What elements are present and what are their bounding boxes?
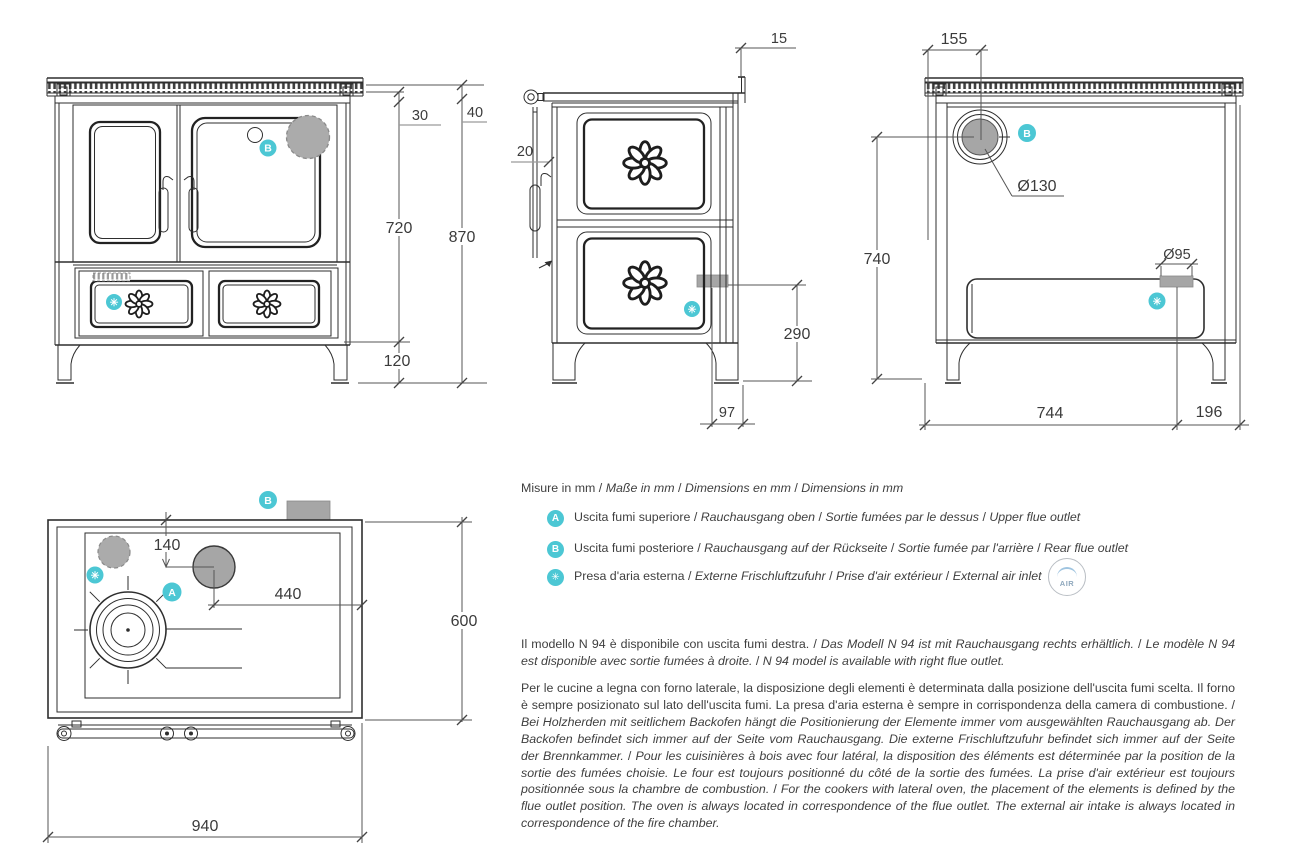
towel-rail-knob: [524, 90, 538, 104]
legend-b-en: Rear flue outlet: [1044, 541, 1129, 555]
side-front-leg: [553, 343, 585, 380]
model-note-de: Das Modell N 94 ist mit Rauchausgang rechts erhältlich.: [820, 637, 1134, 651]
side-rosette: [624, 262, 667, 305]
separator: /: [1227, 697, 1236, 712]
units-en: Dimensions in mm: [801, 481, 904, 495]
side-rear-leg: [706, 343, 738, 380]
placement-note-en: For the cookers with lateral oven, the placement of the elements is defined by the flue outlet position. The oven is always located in correspondence of the flue outlet. The external air intake is always located in correspondence of the fire chamber.: [521, 782, 1236, 831]
drawer-rosette: [254, 291, 281, 318]
separator: /: [815, 510, 826, 524]
legend-row-upper-flue: [547, 510, 1080, 527]
badge-air-label: ✳: [687, 304, 697, 316]
badge-b: B: [547, 541, 564, 558]
dim-rear-744: 744: [1036, 405, 1064, 422]
badge-air-label: ✳: [90, 570, 100, 582]
dim-front-40: 40: [466, 105, 484, 121]
dim-rear-95: Ø95: [1163, 247, 1191, 263]
rear-flue-ghost-circle: [287, 116, 330, 159]
separator: /: [1033, 541, 1045, 555]
dim-front-120: 120: [383, 353, 411, 370]
model-note-fr: Le modèle N 94 est disponible avec sortie fumées à droite.: [521, 637, 1236, 668]
dim-top-940: 940: [191, 818, 219, 835]
badge-a-label: A: [168, 587, 176, 599]
air-vent-strip: [93, 273, 130, 281]
units-note: [521, 481, 1235, 495]
separator: /: [979, 510, 990, 524]
legend-row-text: [574, 541, 1128, 555]
dim-front-30: 30: [411, 108, 429, 124]
legend-a-en: Upper flue outlet: [989, 510, 1081, 524]
legend-air-it: Presa d'aria esterna: [574, 569, 685, 583]
separator: /: [752, 653, 763, 668]
external-air-logo-icon: [1048, 558, 1086, 596]
dim-front-870: 870: [448, 229, 476, 246]
separator: /: [690, 510, 701, 524]
dim-top-600: 600: [450, 613, 478, 630]
air-inlet-connector: [697, 275, 728, 287]
separator: /: [809, 637, 821, 651]
front-left-leg: [58, 345, 80, 380]
dim-side-20: 20: [516, 144, 534, 160]
placement-note-de: Bei Holzherden mit seitlichem Backofen hängt die Positionierung der Elemente immer vom ausgewählten Rauchausgang ab. Der Backofen befindet sich immer auf der Seite vom Rauchausgang. Die externe Frischluftzufuhr befindet sich immer auf der Seite der Brennkammer.: [521, 714, 1235, 763]
side-view: [511, 31, 815, 429]
legend-air-en: External air inlet: [952, 569, 1042, 583]
legend-row-air-inlet: [547, 569, 1042, 586]
air-logo-squiggle: [1057, 567, 1077, 579]
dim-side-97: 97: [718, 405, 736, 421]
legend-row-text: [574, 510, 1080, 524]
legend-b-it: Uscita fumi posteriore: [574, 541, 694, 555]
badge-a: A: [547, 510, 564, 527]
model-availability-note: [521, 636, 1235, 670]
drawer-rosette: [126, 291, 153, 318]
badge-b-label: B: [264, 142, 272, 155]
air-inlet-ghost-circle: [98, 536, 130, 568]
towel-rail-top-view: [57, 721, 355, 741]
badge-b-label: B: [264, 495, 272, 507]
rear-lower-panel: [967, 279, 1204, 338]
legend-a-de: Rauchausgang oben: [700, 510, 816, 524]
legend-row-rear-flue: [547, 541, 1128, 558]
front-view: [47, 78, 487, 388]
separator: /: [623, 748, 636, 763]
legend-b-de: Rauchausgang auf der Rückseite: [704, 541, 888, 555]
dim-rear-740: 740: [863, 251, 891, 268]
dim-top-440: 440: [274, 586, 302, 603]
badge-b-label: B: [1023, 128, 1031, 140]
dim-rear-155: 155: [940, 31, 968, 48]
hotplate-rings: [74, 576, 242, 684]
badge-air-label: ✳: [1152, 296, 1162, 308]
separator: /: [887, 541, 898, 555]
dim-side-15: 15: [770, 31, 788, 47]
legend-a-fr: Sortie fumées par le dessus: [825, 510, 979, 524]
units-de: Maße in mm: [605, 481, 675, 495]
legend-a-it: Uscita fumi superiore: [574, 510, 691, 524]
model-note-it: Il modello N 94 è disponibile con uscita fumi destra.: [521, 637, 810, 651]
model-note-en: N 94 model is available with right flue outlet.: [762, 653, 1005, 668]
rear-view: [859, 31, 1249, 430]
separator: /: [825, 569, 836, 583]
legend-air-fr: Prise d'air extérieur: [836, 569, 943, 583]
units-it: Misure in mm: [521, 481, 596, 495]
legend-b-fr: Sortie fumée par l'arrière: [897, 541, 1034, 555]
side-rosette: [624, 142, 667, 185]
separator: /: [942, 569, 953, 583]
separator: /: [790, 481, 802, 495]
dim-rear-130: Ø130: [1017, 178, 1057, 195]
badge-air: ✳: [547, 569, 564, 586]
dim-top-140: 140: [153, 537, 181, 554]
separator: /: [684, 569, 695, 583]
placement-note: [521, 680, 1235, 832]
top-view: [43, 491, 481, 843]
oven-thermometer: [248, 128, 263, 143]
separator: /: [1133, 637, 1146, 651]
placement-note-it: Per le cucine a legna con forno laterale, la disposizione degli elementi è determinata dalla posizione dell'uscita fumi scelta. Il forno è sempre posizionato sul lato dell'uscita fumi. La presa d'aria esterna è sempre in corrispondenza della camera di combustione.: [521, 681, 1235, 712]
fire-door-window: [90, 122, 160, 243]
rear-right-leg: [1202, 343, 1225, 380]
dim-front-720: 720: [385, 220, 413, 237]
cooktop-rail-slats: [925, 83, 1243, 93]
front-right-leg: [325, 345, 347, 380]
rear-left-leg: [947, 343, 970, 380]
placement-note-fr: Pour les cuisinières à bois avec four latéral, la disposition des éléments est déterminée par la position de la sortie des fumées choisie. Le four est toujours positionné du côté de la sortie des fumées. La prise d'air extérieur est toujours positionnée sous la chambre de combustion.: [521, 748, 1235, 797]
separator: /: [693, 541, 705, 555]
separator: /: [595, 481, 606, 495]
dim-side-290: 290: [783, 326, 811, 343]
badge-air-label: ✳: [109, 297, 119, 309]
rear-flue-stub: [287, 501, 330, 520]
dim-rear-196: 196: [1195, 404, 1223, 421]
external-air-inlet: [1160, 276, 1193, 287]
separator: /: [674, 481, 685, 495]
units-fr: Dimensions en mm: [684, 481, 791, 495]
separator: /: [769, 782, 781, 797]
legend-row-text: [574, 569, 1042, 583]
airflow-arrow-icon: [545, 261, 553, 267]
side-door-handle: [541, 174, 551, 187]
legend-air-de: Externe Frischluftzufuhr: [694, 569, 826, 583]
cooktop-rail-slats: [47, 83, 363, 93]
air-logo-label: AIR: [1059, 579, 1075, 588]
